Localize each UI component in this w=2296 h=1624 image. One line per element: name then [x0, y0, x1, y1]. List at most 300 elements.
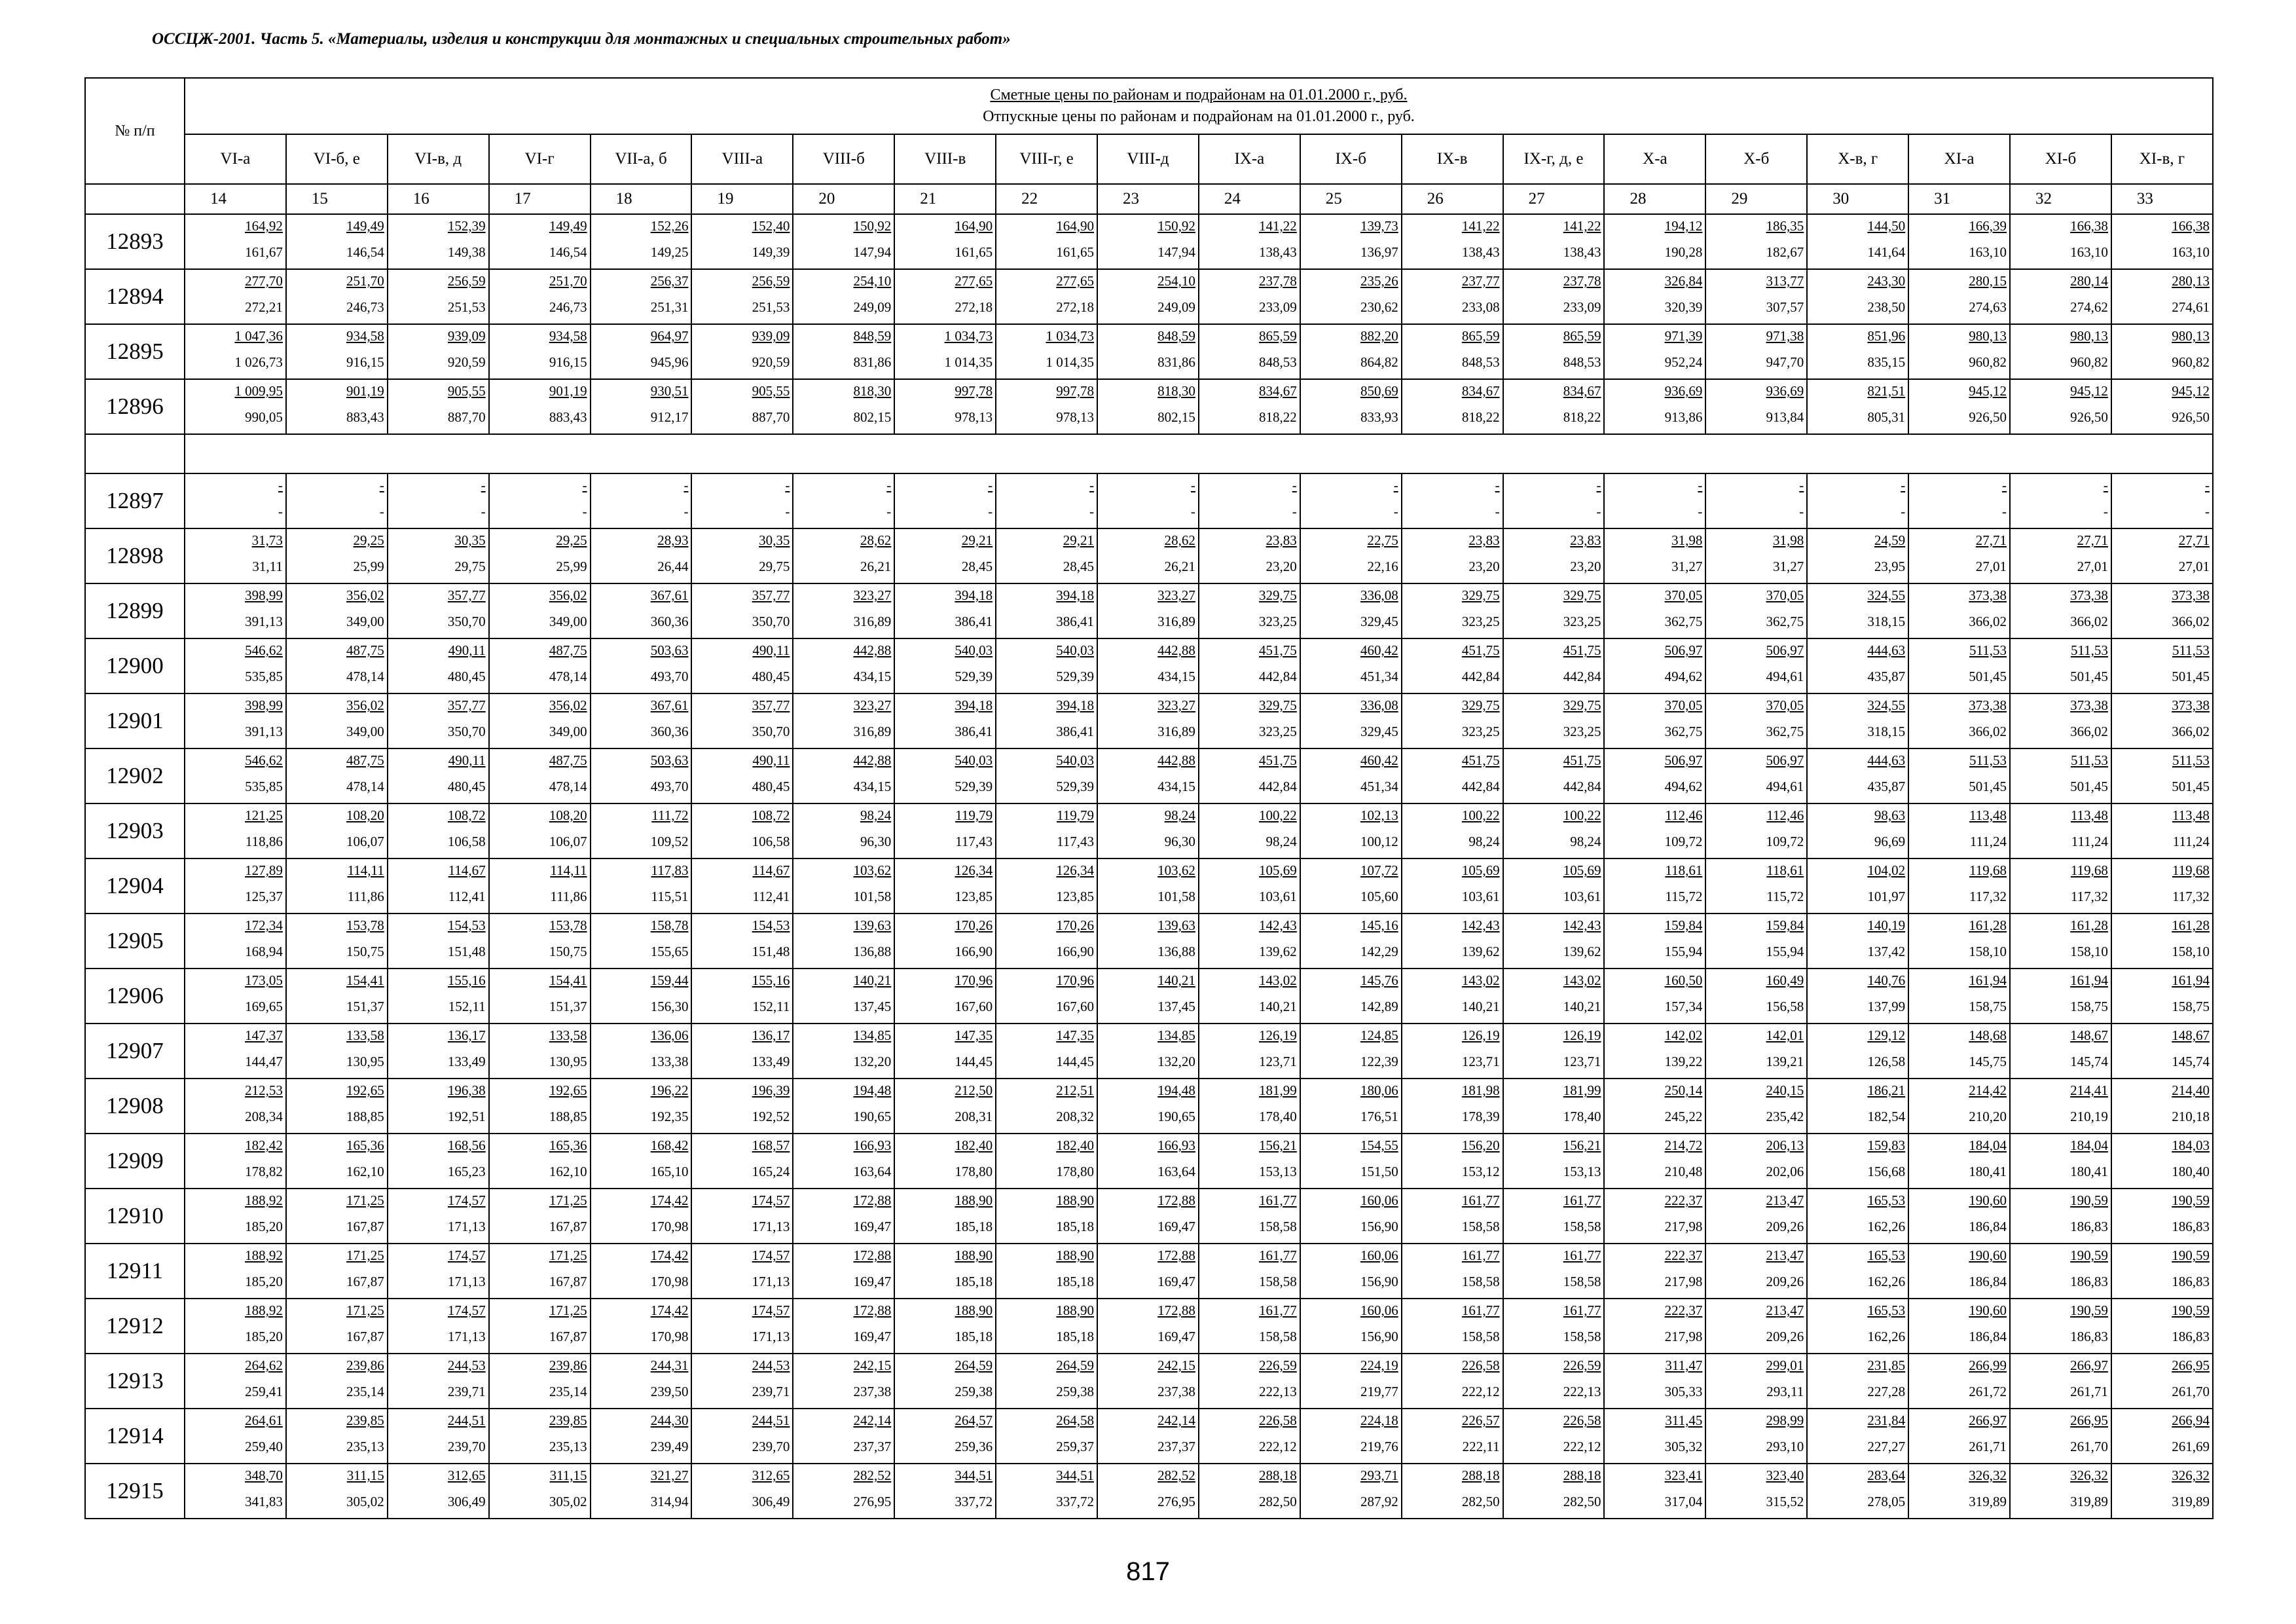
price-cell [691, 1189, 793, 1244]
release-price: 391,13 [245, 614, 283, 629]
price-cell [1300, 969, 1402, 1024]
price-cell [286, 1079, 388, 1134]
price-cell [1300, 913, 1402, 969]
release-price: 362,75 [1766, 614, 1804, 629]
estimate-price: 506,97 [1664, 752, 1703, 768]
price-cell [1807, 1464, 1908, 1519]
price-cell [1807, 1244, 1908, 1299]
estimate-price: 239,86 [346, 1357, 384, 1373]
district-header-row [85, 134, 2213, 184]
release-price: 990,05 [245, 409, 283, 425]
release-price: 274,63 [1969, 299, 2007, 315]
release-price: 111,24 [1969, 834, 2007, 849]
estimate-price: 126,19 [1563, 1027, 1601, 1043]
row-id: 12900 [85, 638, 185, 693]
estimate-price: 242,14 [853, 1412, 892, 1428]
release-price: 111,86 [550, 889, 587, 904]
price-cell [1300, 1189, 1402, 1244]
price-cell [388, 1409, 489, 1464]
price-cell [286, 1189, 388, 1244]
estimate-price: 154,53 [447, 917, 486, 933]
price-cell [2010, 1189, 2111, 1244]
price-cell [1503, 1464, 1605, 1519]
release-price: 178,82 [245, 1164, 283, 1179]
estimate-price: 141,22 [1259, 218, 1297, 234]
release-price: 29,75 [454, 559, 486, 574]
estimate-price: 444,63 [1867, 752, 1906, 768]
estimate-price: 190,59 [2070, 1247, 2108, 1263]
release-price: 883,43 [549, 409, 587, 425]
estimate-price: 394,18 [1056, 697, 1095, 713]
price-cell [1807, 1134, 1908, 1189]
release-price: 162,26 [1867, 1219, 1906, 1234]
column-number: 18 [591, 184, 692, 214]
release-price: 366,02 [2172, 724, 2210, 739]
table-row [85, 269, 2213, 324]
estimate-price: 28,62 [1164, 532, 1195, 548]
price-cell [1908, 1409, 2010, 1464]
release-price: 480,45 [752, 669, 790, 684]
release-price: 123,71 [1563, 1054, 1601, 1069]
estimate-price: 148,67 [2172, 1027, 2210, 1043]
price-cell [286, 748, 388, 803]
release-price: 323,25 [1563, 724, 1601, 739]
estimate-price: 140,21 [1157, 972, 1195, 988]
price-cell [2111, 379, 2213, 434]
estimate-price: 159,84 [1664, 917, 1703, 933]
release-price: 96,30 [860, 834, 892, 849]
release-price: 305,02 [549, 1494, 587, 1509]
estimate-price: 848,59 [1157, 328, 1195, 344]
price-cell [388, 1354, 489, 1409]
price-cell [286, 583, 388, 638]
estimate-price: 264,57 [955, 1412, 993, 1428]
release-price: 306,49 [447, 1494, 486, 1509]
release-price: 185,18 [1056, 1329, 1095, 1344]
price-cell [1402, 583, 1503, 638]
release-price: 123,85 [955, 889, 993, 904]
release-price: 259,38 [955, 1384, 993, 1399]
price-cell [1199, 1024, 1300, 1079]
estimate-price: - [2002, 477, 2007, 493]
column-number: 19 [691, 184, 793, 214]
price-cell [996, 324, 1097, 379]
price-cell [1097, 1409, 1199, 1464]
release-price: 192,51 [447, 1109, 486, 1124]
release-price: 848,53 [1461, 354, 1500, 370]
release-price: 161,65 [955, 244, 993, 260]
release-price: 26,21 [1164, 559, 1195, 574]
price-cell [1402, 858, 1503, 913]
price-cell [2111, 1244, 2213, 1299]
estimate-price: 905,55 [752, 383, 790, 399]
estimate-price: 244,31 [650, 1357, 689, 1373]
price-cell [1604, 748, 1705, 803]
price-cell [185, 1024, 286, 1079]
price-cell [793, 1024, 894, 1079]
price-cell [489, 1464, 591, 1519]
release-price: 117,32 [2070, 889, 2108, 904]
release-price: 161,65 [1056, 244, 1095, 260]
release-price: 529,39 [955, 779, 993, 794]
release-price: 1 014,35 [1046, 354, 1095, 370]
release-price: 329,45 [1360, 724, 1398, 739]
estimate-price: 266,99 [1969, 1357, 2007, 1373]
release-price: 111,24 [2172, 834, 2210, 849]
release-price: 222,13 [1563, 1384, 1601, 1399]
estimate-price: - [1799, 477, 1804, 493]
price-cell [185, 1464, 286, 1519]
estimate-price: 237,78 [1563, 273, 1601, 289]
price-cell [1604, 1464, 1705, 1519]
price-cell [793, 214, 894, 269]
estimate-price: 1 009,95 [234, 383, 283, 399]
estimate-price: 22,75 [1367, 532, 1398, 548]
price-cell [793, 1189, 894, 1244]
release-price: 434,15 [853, 779, 892, 794]
release-price: 162,10 [549, 1164, 587, 1179]
estimate-price: 182,40 [1056, 1137, 1095, 1153]
price-cell [996, 583, 1097, 638]
release-price: 259,40 [245, 1439, 283, 1454]
price-cell [1300, 1299, 1402, 1354]
estimate-price: 1 034,73 [1046, 328, 1095, 344]
price-cell [1503, 803, 1605, 858]
price-cell [691, 473, 793, 528]
price-cell [1807, 1299, 1908, 1354]
price-cell [1300, 693, 1402, 748]
price-cell [2111, 324, 2213, 379]
release-price: 478,14 [346, 779, 384, 794]
price-cell [1402, 1354, 1503, 1409]
release-price: 185,18 [1056, 1274, 1095, 1289]
release-price: 103,61 [1563, 889, 1601, 904]
release-price: 163,64 [853, 1164, 892, 1179]
release-price: 145,74 [2070, 1054, 2108, 1069]
row-id: 12897 [85, 473, 185, 528]
release-price-title: Отпускные цены по районам и подрайонам на 01.01.2000 г., руб. [983, 108, 1415, 126]
price-cell [185, 1409, 286, 1464]
release-price: 155,65 [650, 944, 689, 959]
price-cell [1503, 638, 1605, 693]
price-cell [2010, 913, 2111, 969]
table-row [85, 528, 2213, 583]
price-cell [2010, 379, 2111, 434]
estimate-price: 152,40 [752, 218, 790, 234]
release-price: 261,72 [1969, 1384, 2007, 1399]
release-price: 167,87 [549, 1329, 587, 1344]
release-price: - [1190, 504, 1195, 519]
estimate-price: 311,15 [346, 1467, 384, 1483]
price-cell [286, 473, 388, 528]
release-price: - [1393, 504, 1398, 519]
price-cell [1300, 379, 1402, 434]
estimate-price: 186,21 [1867, 1082, 1906, 1098]
estimate-price: 834,67 [1563, 383, 1601, 399]
estimate-price: 373,38 [2172, 697, 2210, 713]
release-price: 158,58 [1259, 1274, 1297, 1289]
release-price: 186,83 [2172, 1219, 2210, 1234]
release-price: 261,70 [2070, 1439, 2108, 1454]
price-cell [591, 858, 692, 913]
price-cell [691, 748, 793, 803]
release-price: 156,90 [1360, 1329, 1398, 1344]
release-price: 227,28 [1867, 1384, 1906, 1399]
estimate-price: 945,12 [2172, 383, 2210, 399]
price-cell [1503, 528, 1605, 583]
release-price: 233,09 [1259, 299, 1297, 315]
estimate-price: 511,53 [1969, 752, 2007, 768]
estimate-price: 156,21 [1259, 1137, 1297, 1153]
estimate-price: 511,53 [2172, 642, 2210, 658]
table-row [85, 379, 2213, 434]
release-price: 150,75 [549, 944, 587, 959]
price-cell [1300, 1024, 1402, 1079]
release-price: 818,22 [1461, 409, 1500, 425]
release-price: 182,67 [1766, 244, 1804, 260]
release-price: 251,53 [752, 299, 790, 315]
release-price: 117,43 [1057, 834, 1095, 849]
district-header: XI-б [2010, 134, 2111, 184]
release-price: 235,42 [1766, 1109, 1804, 1124]
estimate-price: 161,77 [1461, 1302, 1500, 1318]
estimate-price: 311,45 [1665, 1412, 1703, 1428]
release-price: 960,82 [2070, 354, 2108, 370]
release-price: 360,36 [650, 724, 689, 739]
release-price: 180,40 [2172, 1164, 2210, 1179]
price-cell [1705, 1189, 1807, 1244]
release-price: 26,21 [860, 559, 892, 574]
release-price: 163,10 [2070, 244, 2108, 260]
release-price: - [683, 504, 689, 519]
release-price: 106,07 [346, 834, 384, 849]
price-cell [1097, 1299, 1199, 1354]
price-cell [1705, 1244, 1807, 1299]
release-price: 22,16 [1367, 559, 1398, 574]
release-price: 185,18 [1056, 1219, 1095, 1234]
price-cell [388, 1244, 489, 1299]
release-price: 818,22 [1259, 409, 1297, 425]
price-cell [388, 269, 489, 324]
price-cell [489, 1409, 591, 1464]
estimate-price: 105,69 [1259, 862, 1297, 878]
release-price: 171,13 [447, 1274, 486, 1289]
price-cell [185, 858, 286, 913]
price-cell [286, 269, 388, 324]
price-cell [489, 1354, 591, 1409]
release-price: 23,20 [1468, 559, 1500, 574]
price-cell [286, 693, 388, 748]
price-cell [185, 324, 286, 379]
district-header: IX-г, д, е [1503, 134, 1605, 184]
estimate-price: 127,89 [245, 862, 283, 878]
release-price: 210,19 [2070, 1109, 2108, 1124]
estimate-price: 100,22 [1259, 807, 1297, 823]
release-price: 478,14 [549, 669, 587, 684]
price-cell [1807, 969, 1908, 1024]
estimate-price: 818,30 [853, 383, 892, 399]
release-price: 259,37 [1056, 1439, 1095, 1454]
release-price: 259,38 [1056, 1384, 1095, 1399]
row-id: 12903 [85, 803, 185, 858]
estimate-price: 174,57 [752, 1247, 790, 1263]
price-cell [489, 913, 591, 969]
estimate-price: 24,59 [1874, 532, 1906, 548]
release-price: 178,80 [1056, 1164, 1095, 1179]
price-cell [388, 693, 489, 748]
price-cell [1300, 1244, 1402, 1299]
release-price: 306,49 [752, 1494, 790, 1509]
price-cell [286, 1024, 388, 1079]
release-price: 165,23 [447, 1164, 486, 1179]
estimate-price: 172,34 [245, 917, 283, 933]
estimate-price: 29,21 [961, 532, 993, 548]
estimate-price: 266,94 [2172, 1412, 2210, 1428]
estimate-price: 254,10 [853, 273, 892, 289]
district-header: XI-а [1908, 134, 2010, 184]
estimate-price: 181,99 [1259, 1082, 1297, 1098]
estimate-price: 28,62 [860, 532, 892, 548]
release-price: 952,24 [1664, 354, 1703, 370]
release-price: 136,88 [1157, 944, 1195, 959]
price-cell [591, 803, 692, 858]
estimate-price: 182,42 [245, 1137, 283, 1153]
release-price: 249,09 [853, 299, 892, 315]
estimate-price: 174,57 [752, 1192, 790, 1208]
price-cell [591, 1189, 692, 1244]
estimate-price: 326,32 [1969, 1467, 2007, 1483]
price-cell [388, 913, 489, 969]
estimate-price: 277,70 [245, 273, 283, 289]
release-price: 478,14 [346, 669, 384, 684]
estimate-price: 490,11 [448, 642, 486, 658]
price-cell [1199, 269, 1300, 324]
price-cell [185, 1134, 286, 1189]
price-cell [793, 803, 894, 858]
district-header: VIII-д [1097, 134, 1199, 184]
release-price: 158,58 [1563, 1329, 1601, 1344]
price-cell [691, 1244, 793, 1299]
release-price: - [1089, 504, 1095, 519]
price-cell [489, 583, 591, 638]
estimate-price: 370,05 [1664, 587, 1703, 603]
price-cell [1705, 1024, 1807, 1079]
estimate-price: 147,37 [245, 1027, 283, 1043]
column-number: 27 [1503, 184, 1605, 214]
table-row [85, 803, 2213, 858]
estimate-price: 145,76 [1360, 972, 1398, 988]
price-cell [388, 803, 489, 858]
estimate-price: 324,55 [1867, 587, 1906, 603]
estimate-price: 107,72 [1360, 862, 1398, 878]
release-price: 109,52 [650, 834, 689, 849]
release-price: 222,12 [1461, 1384, 1500, 1399]
release-price: 217,98 [1664, 1219, 1703, 1234]
price-cell [591, 1079, 692, 1134]
release-price: 442,84 [1563, 779, 1601, 794]
release-price: 442,84 [1461, 669, 1500, 684]
release-price: 501,45 [2172, 779, 2210, 794]
price-cell [489, 1079, 591, 1134]
price-cell [591, 583, 692, 638]
release-price: - [2103, 504, 2108, 519]
price-cell [996, 214, 1097, 269]
release-price: 912,17 [650, 409, 689, 425]
release-price: 391,13 [245, 724, 283, 739]
estimate-price: 939,09 [752, 328, 790, 344]
release-price: 287,92 [1360, 1494, 1398, 1509]
price-cell [1705, 913, 1807, 969]
release-price: 158,58 [1461, 1219, 1500, 1234]
price-cell [894, 1134, 996, 1189]
release-price: 144,45 [955, 1054, 993, 1069]
page-number: 817 [1126, 1557, 1170, 1586]
estimate-price: 100,22 [1563, 807, 1601, 823]
estimate-price: 161,28 [2070, 917, 2108, 933]
price-cell [996, 269, 1097, 324]
price-cell [1402, 324, 1503, 379]
price-cell [1604, 528, 1705, 583]
estimate-price: 357,77 [752, 697, 790, 713]
release-price: 883,43 [346, 409, 384, 425]
release-price: 235,14 [346, 1384, 384, 1399]
price-cell [1705, 1354, 1807, 1409]
row-id: 12902 [85, 748, 185, 803]
price-cell [996, 858, 1097, 913]
price-cell [185, 638, 286, 693]
price-cell [1807, 913, 1908, 969]
release-price: 251,53 [447, 299, 486, 315]
estimate-price: 394,18 [955, 587, 993, 603]
price-cell [894, 473, 996, 528]
release-price: 167,60 [1056, 999, 1095, 1014]
price-cell [591, 1354, 692, 1409]
estimate-price: 154,55 [1360, 1137, 1398, 1153]
estimate-price: - [988, 477, 993, 493]
price-cell [286, 1409, 388, 1464]
estimate-price: 112,46 [1766, 807, 1804, 823]
release-price: 386,41 [955, 724, 993, 739]
release-price: 147,94 [1157, 244, 1195, 260]
price-cell [489, 1134, 591, 1189]
price-cell [489, 379, 591, 434]
estimate-price: 329,75 [1259, 587, 1297, 603]
release-price: 115,51 [651, 889, 689, 904]
price-cell [1503, 748, 1605, 803]
estimate-price: - [1190, 477, 1195, 493]
table-row [85, 1354, 2213, 1409]
estimate-price: 184,04 [1969, 1137, 2007, 1153]
price-cell [1199, 913, 1300, 969]
price-cell [691, 1299, 793, 1354]
release-price: 169,47 [853, 1329, 892, 1344]
price-cell [1402, 1464, 1503, 1519]
estimate-price: 323,27 [853, 587, 892, 603]
release-price: 960,82 [1969, 354, 2007, 370]
release-price: 98,24 [1266, 834, 1297, 849]
price-cell [1199, 748, 1300, 803]
release-price: 237,37 [853, 1439, 892, 1454]
estimate-price: 213,47 [1766, 1192, 1804, 1208]
row-id: 12907 [85, 1024, 185, 1079]
price-cell [1807, 324, 1908, 379]
estimate-price: 114,11 [347, 862, 384, 878]
release-price: 149,25 [650, 244, 689, 260]
estimate-price: 108,72 [752, 807, 790, 823]
release-price: 158,10 [2070, 944, 2108, 959]
release-price: 315,52 [1766, 1494, 1804, 1509]
estimate-price: 165,36 [346, 1137, 384, 1153]
